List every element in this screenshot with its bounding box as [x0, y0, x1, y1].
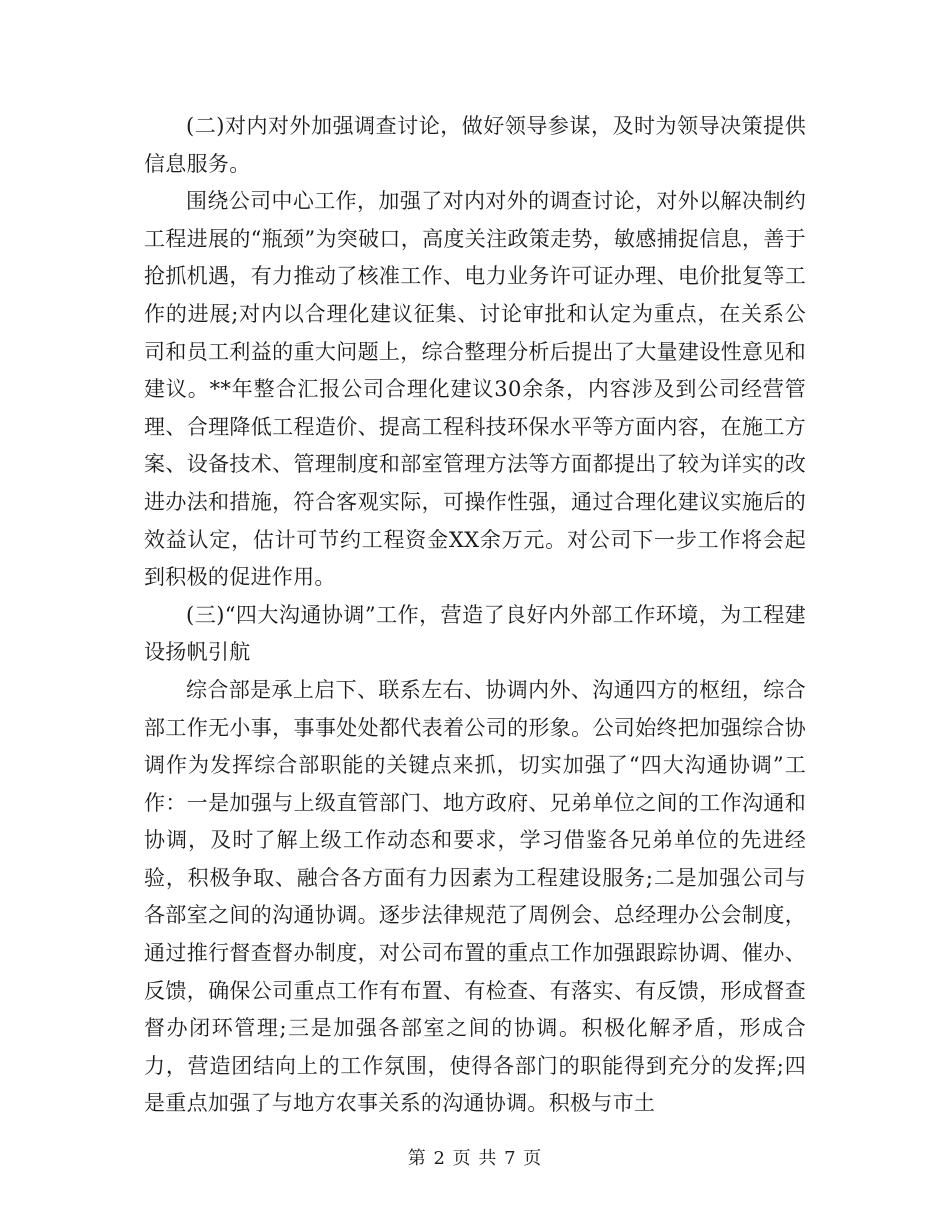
section-heading-3: (三)“四大沟通协调”工作，营造了良好内外部工作环境，为工程建设扬帆引航	[144, 602, 806, 665]
document-body	[144, 108, 806, 1123]
section-heading-2: (二)对内对外加强调查讨论，做好领导参谋，及时为领导决策提供信息服务。	[144, 114, 806, 176]
body-paragraph: 围绕公司中心工作，加强了对内对外的调查讨论，对外以解决制约工程进展的“瓶颈”为突破口，高度关注政策走势，敏感捕捉信息，善于抢抓机遇，有力推动了核准工作、电力业务许可证办理、电价批复等工作的进展;对内以合理化建议征集、讨论审批和认定为重点，在关系公司和员工利益的重大问题上，综合整理分析后提出了大量建设性意见和建议。**年整合汇报公司合理化建议30余条，内容涉及到公司经营管理、合理降低工程造价、提高工程科技环保水平等方面内容，在施工方案、设备技术、管理制度和部室管理方法等方面都提出了较为详实的改进办法和措施，符合客观实际，可操作性强，通过合理化建议实施后的效益认定，估计可节约工程资金XX余万元。对公司下一步工作将会起到积极的促进作用。	[144, 189, 806, 590]
body-paragraph: 综合部是承上启下、联系左右、协调内外、沟通四方的枢纽，综合部工作无小事，事事处处都代表着公司的形象。公司始终把加强综合协调作为发挥综合部职能的关键点来抓，切实加强了“四大沟通协调”工作：一是加强与上级直管部门、地方政府、兄弟单位之间的工作沟通和协调，及时了解上级工作动态和要求，学习借鉴各兄弟单位的先进经验，积极争取、融合各方面有力因素为工程建设服务;二是加强公司与各部室之间的沟通协调。逐步法律规范了周例会、总经理办公会制度，通过推行督查督办制度，对公司布置的重点工作加强跟踪协调、催办、反馈，确保公司重点工作有布置、有检查、有落实、有反馈，形成督查督办闭环管理;三是加强各部室之间的协调。积极化解矛盾，形成合力，营造团结向上的工作氛围，使得各部门的职能得到充分的发挥;四是重点加强了与地方农事关系的沟通协调。积极与市土	[144, 677, 806, 1116]
page-number-footer: 第 2 页 共 7 页	[407, 1148, 543, 1169]
